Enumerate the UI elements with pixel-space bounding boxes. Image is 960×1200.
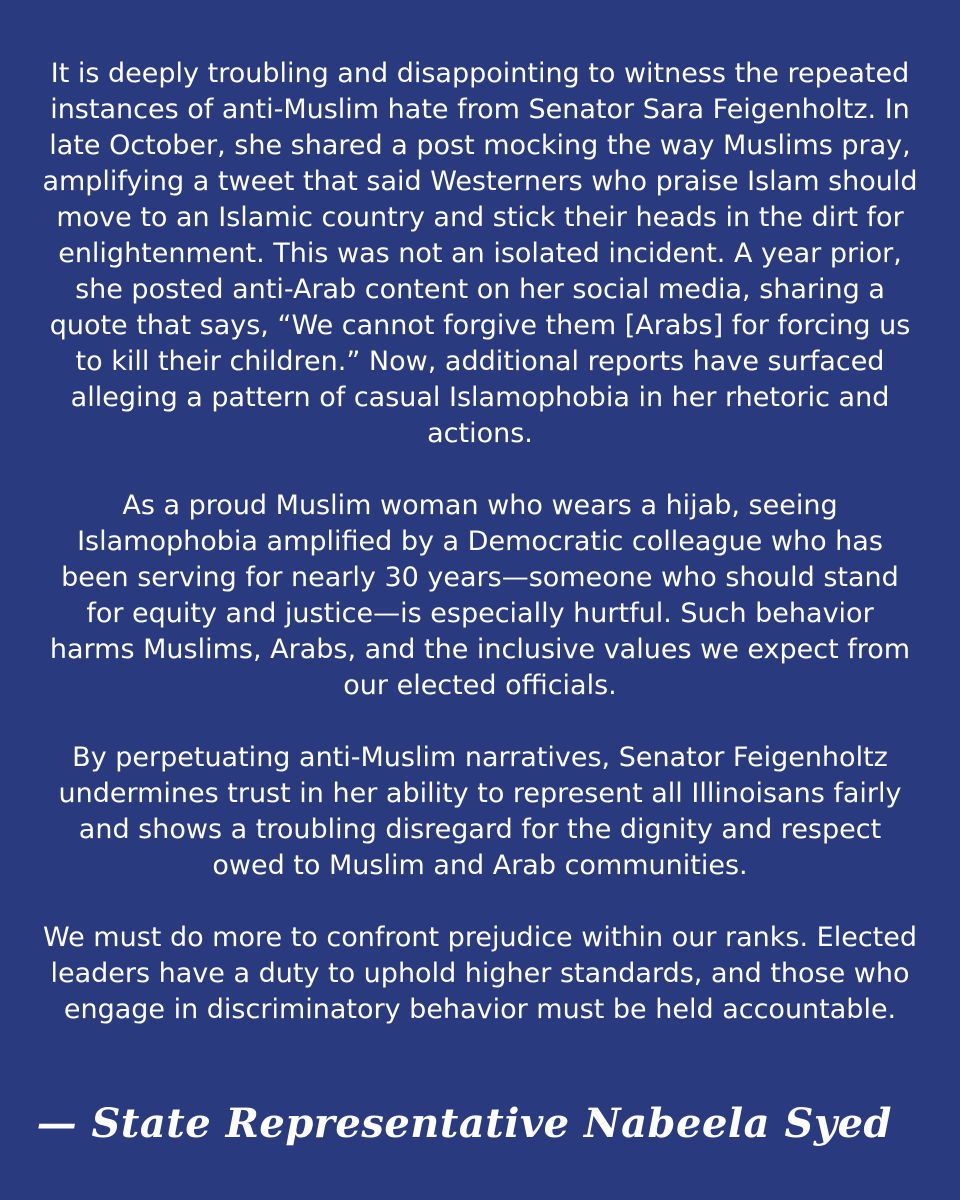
statement-body (40, 56, 920, 1028)
paragraph-3: By perpetuating anti-Muslim narratives, Senator Feigenholtz undermines trust in her ability to represent all Illinoisans fairly and shows a troubling disregard for the dignity and respect owed to Muslim and Arab communities. (58, 742, 902, 881)
paragraph-1: It is deeply troubling and disappointing to witness the repeated instances of anti-Muslim hate from Senator Sara Feigenholtz. In late October, she shared a post mocking the way Muslims pray, amplifying a tweet that said Westerners who praise Islam should move to an Islamic country and stick their heads in the dirt for enlightenment. This was not an isolated incident. A year prior, she posted anti-Arab content on her social media, sharing a quote that says, “We cannot forgive them [Arabs] for forcing us to kill their children.” Now, additional reports have surfaced alleging a pattern of casual Islamophobia in her rhetoric and actions. (42, 58, 918, 449)
signature: — State Representative Nabeela Syed (36, 1100, 892, 1147)
paragraph-2: As a proud Muslim woman who wears a hijab, seeing Islamophobia amplified by a Democratic colleague who has been serving for nearly 30 years—someone who should stand for equity and justice—is especially hurtful. Such behavior harms Muslims, Arabs, and the inclusive values we expect from our elected officials. (49, 490, 911, 701)
paragraph-4: We must do more to confront prejudice within our ranks. Elected leaders have a duty to uphold higher standards, and those who engage in discriminatory behavior must be held accountable. (42, 922, 918, 1025)
